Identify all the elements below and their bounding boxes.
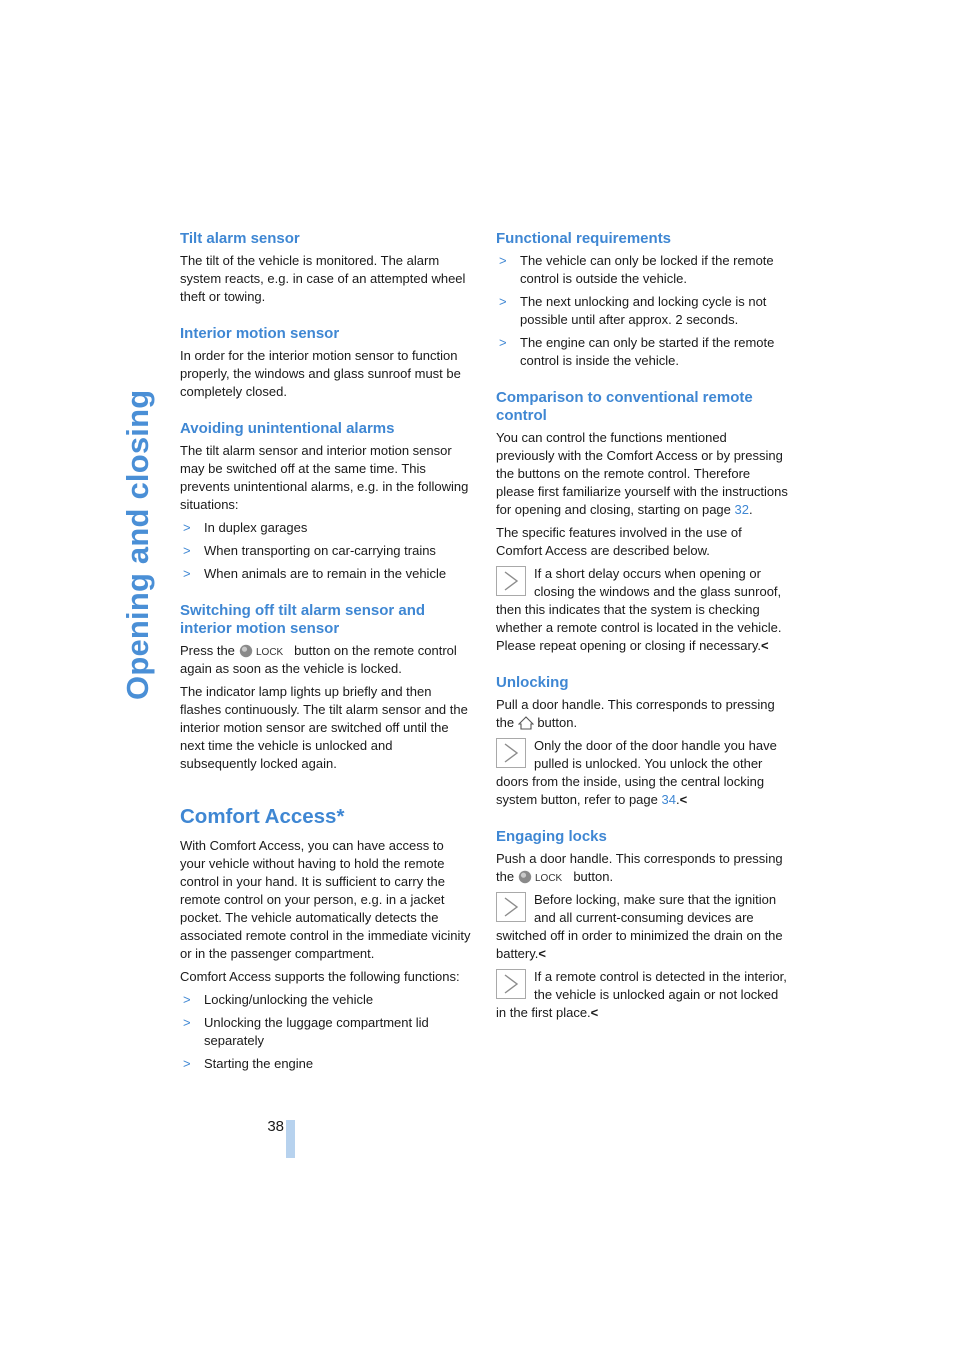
- heading-switching-off-sensors: Switching off tilt alarm sensor and interior motion sensor: [180, 602, 426, 637]
- list-item: > Starting the engine: [183, 1056, 314, 1071]
- page-link-34[interactable]: 34: [661, 792, 676, 807]
- svg-text:LOCK: LOCK: [255, 647, 283, 658]
- paragraph-interior: In order for the interior motion sensor to function properly, the windows and glass sunroof must be completely closed.: [180, 348, 461, 399]
- note-before-locking: Before locking, make sure that the ignition and all current-consuming devices are switched off in order to minimized the drain on the battery.<: [496, 892, 783, 961]
- page-link-32[interactable]: 32: [734, 502, 749, 517]
- paragraph-avoid: The tilt alarm sensor and interior motion sensor may be switched off at the same time. This prevents unintentional alarms, e.g. in the following situations:: [180, 443, 469, 512]
- list-item: > Locking/unlocking the vehicle: [183, 992, 374, 1007]
- bullet-mark: >: [499, 294, 507, 309]
- list-item: > The engine can only be started if the remote control is inside the vehicle.: [499, 335, 775, 368]
- heading-comparison: Comparison to conventional remote control: [496, 389, 753, 424]
- paragraph-engaging: Push a door handle. This corresponds to pressing the LOCK button.: [496, 851, 783, 884]
- list-item: > When transporting on car-carrying trains: [183, 543, 436, 558]
- bullet-mark: >: [183, 1015, 191, 1030]
- bullet-mark: >: [183, 566, 191, 581]
- sidebar-title-text: Opening and closing: [120, 389, 155, 700]
- note-arrow-icon: [496, 738, 526, 768]
- page-number: 38: [267, 1118, 284, 1135]
- page-number-bar: [286, 1120, 295, 1158]
- func-list: [496, 252, 788, 370]
- unlock-button-icon: [518, 716, 534, 730]
- heading-engaging-locks: Engaging locks: [496, 828, 607, 845]
- list-item: > In duplex garages: [183, 520, 308, 535]
- heading-avoiding-alarms: Avoiding unintentional alarms: [180, 420, 395, 437]
- lock-button-icon: [239, 644, 291, 658]
- list-item: > The next unlocking and locking cycle is not possible until after approx. 2 seconds.: [499, 294, 767, 327]
- note-unlocking: Only the door of the door handle you have pulled is unlocked. You unlock the other doors from the inside, using the central locking system button, refer to page 34.<: [496, 738, 777, 807]
- paragraph-comfort-2: Comfort Access supports the following functions:: [180, 969, 460, 984]
- note-remote-detected: If a remote control is detected in the interior, the vehicle is unlocked again or not locked in the first place.<: [496, 969, 787, 1020]
- bullet-mark: >: [183, 520, 191, 535]
- lock-button-icon: [518, 870, 570, 884]
- paragraph-comfort-1: With Comfort Access, you can have access to your vehicle without having to hold the remote control in your hand. It is sufficient to carry the remote control on your person, e.g. in a jacket pocket. The vehicle automatically detects the associated remote control in the immediate vicinity or in the passenger compartment.: [180, 838, 471, 961]
- avoid-list: [180, 519, 472, 583]
- list-item: > When animals are to remain in the vehicle: [183, 566, 447, 581]
- paragraph-unlocking: Pull a door handle. This corresponds to pressing the button.: [496, 697, 775, 730]
- paragraph-press-lock: Press the LOCK button on the remote control again as soon as the vehicle is locked.: [180, 643, 457, 676]
- bullet-mark: >: [183, 1056, 191, 1071]
- paragraph-indicator: The indicator lamp lights up briefly and then flashes continuously. The tilt alarm sensor and the interior motion sensor are switched off until the next time the vehicle is unlocked and subsequently locked again.: [180, 684, 468, 771]
- note-arrow-icon: [496, 566, 526, 596]
- bullet-mark: >: [183, 543, 191, 558]
- right-column: [496, 230, 788, 1022]
- list-item: > The vehicle can only be locked if the remote control is outside the vehicle.: [499, 253, 774, 286]
- note-arrow-icon: [496, 969, 526, 999]
- heading-unlocking: Unlocking: [496, 674, 569, 691]
- comfort-list: [180, 991, 472, 1073]
- heading-functional-requirements: Functional requirements: [496, 230, 672, 247]
- heading-interior-motion-sensor: Interior motion sensor: [180, 325, 340, 342]
- svg-text:LOCK: LOCK: [534, 873, 562, 884]
- paragraph-tilt: The tilt of the vehicle is monitored. The alarm system reacts, e.g. in case of an attempted wheel theft or towing.: [180, 253, 466, 304]
- heading-tilt-alarm-sensor: Tilt alarm sensor: [180, 230, 300, 247]
- note-arrow-icon: [496, 892, 526, 922]
- bullet-mark: >: [183, 992, 191, 1007]
- list-item: > Unlocking the luggage compartment lid separately: [183, 1015, 429, 1048]
- bullet-mark: >: [499, 253, 507, 268]
- paragraph-compare-2: The specific features involved in the use of Comfort Access are described below.: [496, 525, 742, 558]
- paragraph-compare-1: You can control the functions mentioned previously with the Comfort Access or by pressing the buttons on the remote control. Therefore please first familiarize yourself with the instructions for opening and closing, starting on page 32.: [496, 430, 788, 517]
- left-column: [180, 230, 472, 1073]
- note-delay: If a short delay occurs when opening or closing the windows and the glass sunroof, then this indicates that the system is checking whether a remote control is located in the vehicle. Please repeat opening or closing if necessary.<: [496, 566, 782, 653]
- heading-comfort-access: Comfort Access*: [180, 805, 345, 828]
- bullet-mark: >: [499, 335, 507, 350]
- sidebar-title: [120, 230, 164, 700]
